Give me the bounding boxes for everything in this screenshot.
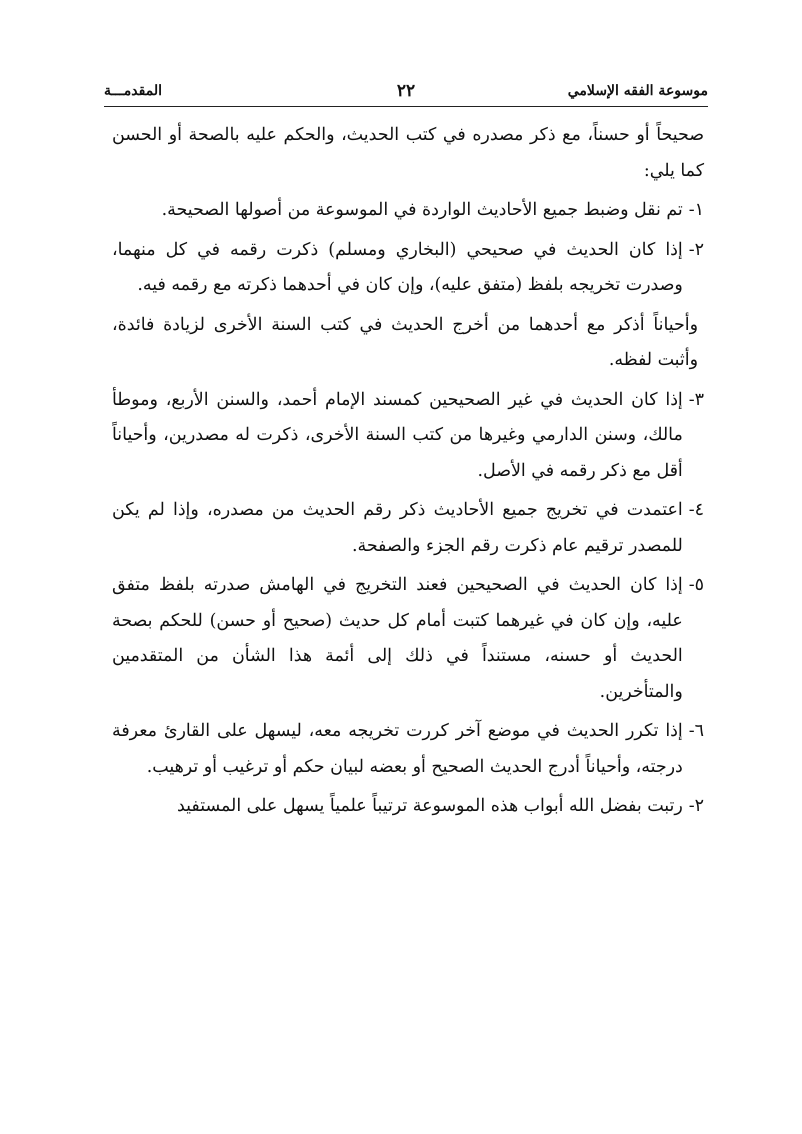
item-text: إذا تكرر الحديث في موضع آخر كررت تخريجه معه، ليسهل على القارئ معرفة درجته، وأحياناً أدرج الحديث الصحيح أو بعضه لبيان حكم أو ترغيب أو ترهيب. [112, 721, 683, 777]
item-number: ٣- [688, 389, 704, 410]
item-number: ٢- [688, 239, 704, 260]
page-body [112, 118, 704, 825]
section-title: المقدمـــة [104, 83, 162, 99]
list-item [112, 568, 704, 710]
list-item [112, 383, 704, 490]
item-text: رتبت بفضل الله أبواب هذه الموسوعة ترتيباً علمياً يسهل على المستفيد [177, 796, 683, 816]
intro-paragraph: صحيحاً أو حسناً، مع ذكر مصدره في كتب الحديث، والحكم عليه بالصحة أو الحسن كما يلي: [112, 125, 704, 181]
item-text: اعتمدت في تخريج جميع الأحاديث ذكر رقم الحديث من مصدره، وإذا لم يكن للمصدر ترقيم عام ذكرت رقم الجزء والصفحة. [112, 500, 683, 556]
item-number [698, 308, 704, 379]
item-number: ١- [688, 200, 704, 220]
book-title: موسوعة الفقه الإسلامي [567, 83, 708, 99]
page-number: ٢٢ [396, 81, 416, 101]
item-number: ٦- [688, 721, 704, 741]
list-item [112, 789, 704, 825]
item-number: ٤- [688, 500, 704, 520]
item-text: وأحياناً أذكر مع أحدهما من أخرج الحديث في كتب السنة الأخرى لزيادة فائدة، وأثبت لفظه. [112, 314, 698, 370]
item-number: ٢- [688, 796, 704, 816]
list-item [112, 493, 704, 564]
item-text: إذا كان الحديث في الصحيحين فعند التخريج في الهامش صدرته بلفظ متفق عليه، وإن كان في غيرهما كتبت أمام كل حديث (صحيح أو حسن) للحكم بصحة الحديث أو حسنه، مستنداً في ذلك إلى أئمة هذا الشأن من المتقدمين والمتأخرين. [112, 575, 683, 702]
page-header [104, 76, 708, 107]
item-text: إذا كان الحديث في غير الصحيحين كمسند الإمام أحمد، والسنن الأربع، وموطأ مالك، وسنن الدارمي وغيرها من كتب السنة الأخرى، ذكرت له مصدرين، وأحياناً أقل مع ذكر رقمه في الأصل. [112, 389, 683, 481]
list-item [112, 193, 704, 229]
item-number: ٥- [688, 575, 704, 595]
item-text: تم نقل وضبط جميع الأحاديث الواردة في الموسوعة من أصولها الصحيحة. [161, 200, 683, 220]
list-item [112, 714, 704, 785]
list-item [112, 233, 704, 304]
item-text: إذا كان الحديث في صحيحي (البخاري ومسلم) ذكرت رقمه في كل منهما، وصدرت تخريجه بلفظ (متفق عليه)، وإن كان في أحدهما ذكرته مع رقمه فيه. [112, 239, 683, 295]
list-item-continuation [112, 308, 704, 379]
